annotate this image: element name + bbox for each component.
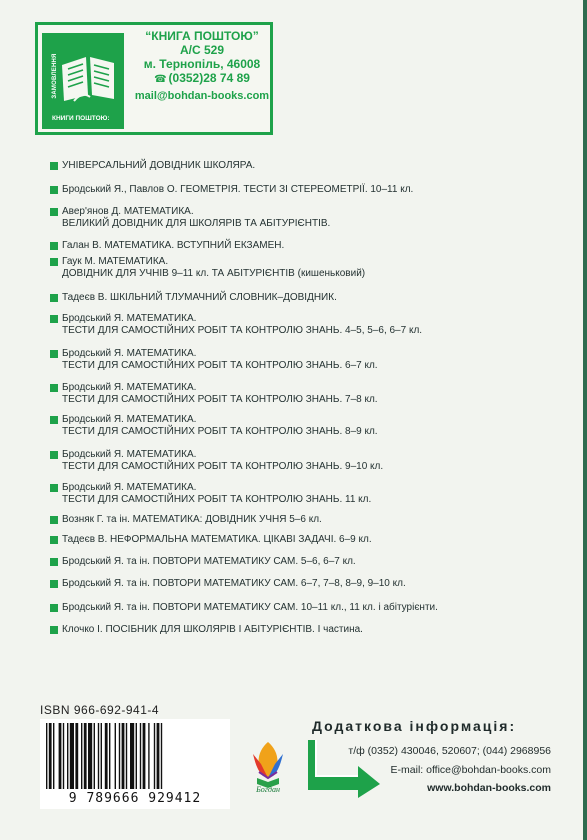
stamp-po-box: А/С 529: [179, 43, 225, 57]
mail-order-stamp: [35, 22, 273, 135]
isbn-label: ISBN 966-692-941-4: [40, 703, 160, 717]
stamp-phone-number: (0352)28 74 89: [168, 71, 250, 85]
phone-icon: ☎: [154, 74, 167, 85]
book-title-line: Возняк Г. та ін. МАТЕМАТИКА: ДОВІДНИК УЧНЯ 5–6 кл.: [62, 514, 322, 525]
book-subtitle-line: ДОВІДНИК ДЛЯ УЧНІВ 9–11 кл. ТА АБІТУРІЄНТІВ (кишеньковий): [62, 268, 366, 279]
book-list-item: [50, 292, 582, 304]
book-title-line: УНІВЕРСАЛЬНИЙ ДОВІДНИК ШКОЛЯРА.: [62, 160, 256, 171]
green-square-bullet-icon: [50, 416, 58, 424]
green-square-bullet-icon: [50, 294, 58, 302]
barcode-bar: [136, 723, 137, 789]
barcode-bar: [119, 723, 120, 789]
barcode-bar: [140, 723, 141, 789]
barcode: [40, 719, 230, 809]
book-title-line: Бродський Я. та ін. ПОВТОРИ МАТЕМАТИКУ САМ. 5–6, 6–7 кл.: [62, 556, 356, 567]
book-list-item: [50, 624, 582, 636]
green-square-bullet-icon: [50, 626, 58, 634]
book-list-item: [50, 556, 582, 568]
book-list-item: [50, 160, 582, 172]
book-title-line: Бродський Я. МАТЕМАТИКА.: [62, 449, 197, 460]
book-list-item: [50, 414, 582, 438]
book-list-item: [50, 534, 582, 546]
green-square-bullet-icon: [50, 315, 58, 323]
book-list-item: [50, 348, 582, 372]
green-square-bullet-icon: [50, 580, 58, 588]
book-subtitle-line: ТЕСТИ ДЛЯ САМОСТІЙНИХ РОБІТ ТА КОНТРОЛЮ ЗНАНЬ. 4–5, 5–6, 6–7 кл.: [62, 325, 423, 336]
publisher-logo-text: Богдан: [256, 785, 280, 794]
book-list-item: [50, 514, 582, 526]
book-subtitle-line: ТЕСТИ ДЛЯ САМОСТІЙНИХ РОБІТ ТА КОНТРОЛЮ ЗНАНЬ. 8–9 кл.: [62, 426, 378, 437]
book-subtitle-line: ТЕСТИ ДЛЯ САМОСТІЙНИХ РОБІТ ТА КОНТРОЛЮ ЗНАНЬ. 9–10 кл.: [62, 461, 384, 472]
book-title-line: Бродський Я. МАТЕМАТИКА.: [62, 482, 197, 493]
barcode-bar: [126, 723, 127, 789]
green-square-bullet-icon: [50, 484, 58, 492]
green-square-bullet-icon: [50, 350, 58, 358]
book-list-item: [50, 313, 582, 337]
book-title-line: Авер'янов Д. МАТЕМАТИКА.: [62, 206, 194, 217]
stamp-city: м. Тернопіль, 46008: [143, 57, 261, 71]
stamp-side-label: КНИГИ ПОШТОЮ:: [52, 115, 110, 122]
book-list-item: [50, 256, 582, 280]
green-square-bullet-icon: [50, 208, 58, 216]
book-list-item: [50, 482, 582, 506]
book-list-item: [50, 382, 582, 406]
book-subtitle-line: ТЕСТИ ДЛЯ САМОСТІЙНИХ РОБІТ ТА КОНТРОЛЮ ЗНАНЬ. 7–8 кл.: [62, 394, 378, 405]
green-square-bullet-icon: [50, 451, 58, 459]
right-edge-strip: [583, 0, 587, 840]
barcode-bar: [53, 723, 54, 789]
green-square-bullet-icon: [50, 516, 58, 524]
stamp-address: [132, 29, 272, 103]
book-title-line: Бродський Я. та ін. ПОВТОРИ МАТЕМАТИКУ САМ. 10–11 кл., 11 кл. і абітурієнти.: [62, 602, 438, 613]
barcode-bar: [130, 723, 134, 789]
barcode-bar: [161, 723, 162, 789]
book-subtitle-line: ТЕСТИ ДЛЯ САМОСТІЙНИХ РОБІТ ТА КОНТРОЛЮ ЗНАНЬ. 11 кл.: [62, 494, 372, 505]
green-square-bullet-icon: [50, 384, 58, 392]
barcode-bar: [94, 723, 95, 789]
barcode-bars: [46, 723, 224, 789]
book-list-item: [50, 240, 582, 252]
book-title-line: Галан В. МАТЕМАТИКА. ВСТУПНИЙ ЕКЗАМЕН.: [62, 240, 285, 251]
stamp-side-vertical-text: ЗАМОВЛЕННЯ: [52, 53, 58, 99]
info-website: www.bohdan-books.com: [427, 782, 551, 794]
barcode-bar: [75, 723, 78, 789]
barcode-bar: [46, 723, 47, 789]
barcode-bar: [101, 723, 102, 789]
info-email: E-mail: office@bohdan-books.com: [390, 764, 551, 776]
book-title-line: Гаук М. МАТЕМАТИКА.: [62, 256, 169, 267]
book-subtitle-line: ВЕЛИКИЙ ДОВІДНИК ДЛЯ ШКОЛЯРІВ ТА АБІТУРІЄНТІВ.: [62, 218, 331, 229]
green-square-bullet-icon: [50, 162, 58, 170]
barcode-bar: [81, 723, 82, 789]
stamp-email: mail@bohdan-books.com: [134, 90, 270, 102]
stamp-phone: [132, 71, 272, 87]
barcode-bar: [67, 723, 68, 789]
book-title-line: Бродський Я., Павлов О. ГЕОМЕТРІЯ. ТЕСТИ ЗІ СТЕРЕОМЕТРІЇ. 10–11 кл.: [62, 184, 414, 195]
stamp-side-panel: [42, 33, 124, 129]
book-title-line: Бродський Я. МАТЕМАТИКА.: [62, 414, 197, 425]
barcode-bar: [154, 723, 155, 789]
book-list-item: [50, 184, 582, 196]
book-subtitle-line: ТЕСТИ ДЛЯ САМОСТІЙНИХ РОБІТ ТА КОНТРОЛЮ ЗНАНЬ. 6–7 кл.: [62, 360, 378, 371]
book-title-line: Тадеєв В. ШКІЛЬНИЙ ТЛУМАЧНИЙ СЛОВНИК–ДОВІДНИК.: [62, 292, 337, 303]
book-title-line: Бродський Я. МАТЕМАТИКА.: [62, 382, 197, 393]
book-title-line: Клочко І. ПОСІБНИК ДЛЯ ШКОЛЯРІВ І АБІТУРІЄНТІВ. І частина.: [62, 624, 363, 635]
barcode-bar: [105, 723, 108, 789]
green-square-bullet-icon: [50, 536, 58, 544]
info-phone-fax: т/ф (0352) 430046, 520607; (044) 2968956: [348, 745, 551, 757]
barcode-bar: [70, 723, 74, 789]
book-list-item: [50, 602, 582, 614]
barcode-bar: [88, 723, 92, 789]
green-square-bullet-icon: [50, 604, 58, 612]
stamp-title: “КНИГА ПОШТОЮ”: [145, 29, 259, 43]
barcode-bar: [98, 723, 99, 789]
barcode-bar: [148, 723, 149, 789]
green-square-bullet-icon: [50, 242, 58, 250]
barcode-bar: [115, 723, 116, 789]
open-book-icon: [56, 47, 122, 107]
barcode-bar: [59, 723, 62, 789]
book-list-item: [50, 449, 582, 473]
barcode-bar: [109, 723, 110, 789]
book-title-line: Бродський Я. МАТЕМАТИКА.: [62, 348, 197, 359]
barcode-bar: [122, 723, 125, 789]
book-list-item: [50, 206, 582, 230]
green-square-bullet-icon: [50, 558, 58, 566]
book-list-item: [50, 578, 582, 590]
barcode-bar: [63, 723, 64, 789]
barcode-bar: [49, 723, 52, 789]
barcode-bar: [157, 723, 160, 789]
green-square-bullet-icon: [50, 186, 58, 194]
book-title-line: Бродський Я. МАТЕМАТИКА.: [62, 313, 197, 324]
barcode-bar: [143, 723, 146, 789]
additional-info-title: Додаткова інформація:: [312, 718, 517, 734]
book-title-line: Бродський Я. та ін. ПОВТОРИ МАТЕМАТИКУ САМ. 6–7, 7–8, 8–9, 9–10 кл.: [62, 578, 406, 589]
green-square-bullet-icon: [50, 258, 58, 266]
barcode-digits: 9 789666 929412: [68, 791, 202, 806]
book-title-line: Тадеєв В. НЕФОРМАЛЬНА МАТЕМАТИКА. ЦІКАВІ ЗАДАЧІ. 6–9 кл.: [62, 534, 372, 545]
barcode-bar: [84, 723, 87, 789]
